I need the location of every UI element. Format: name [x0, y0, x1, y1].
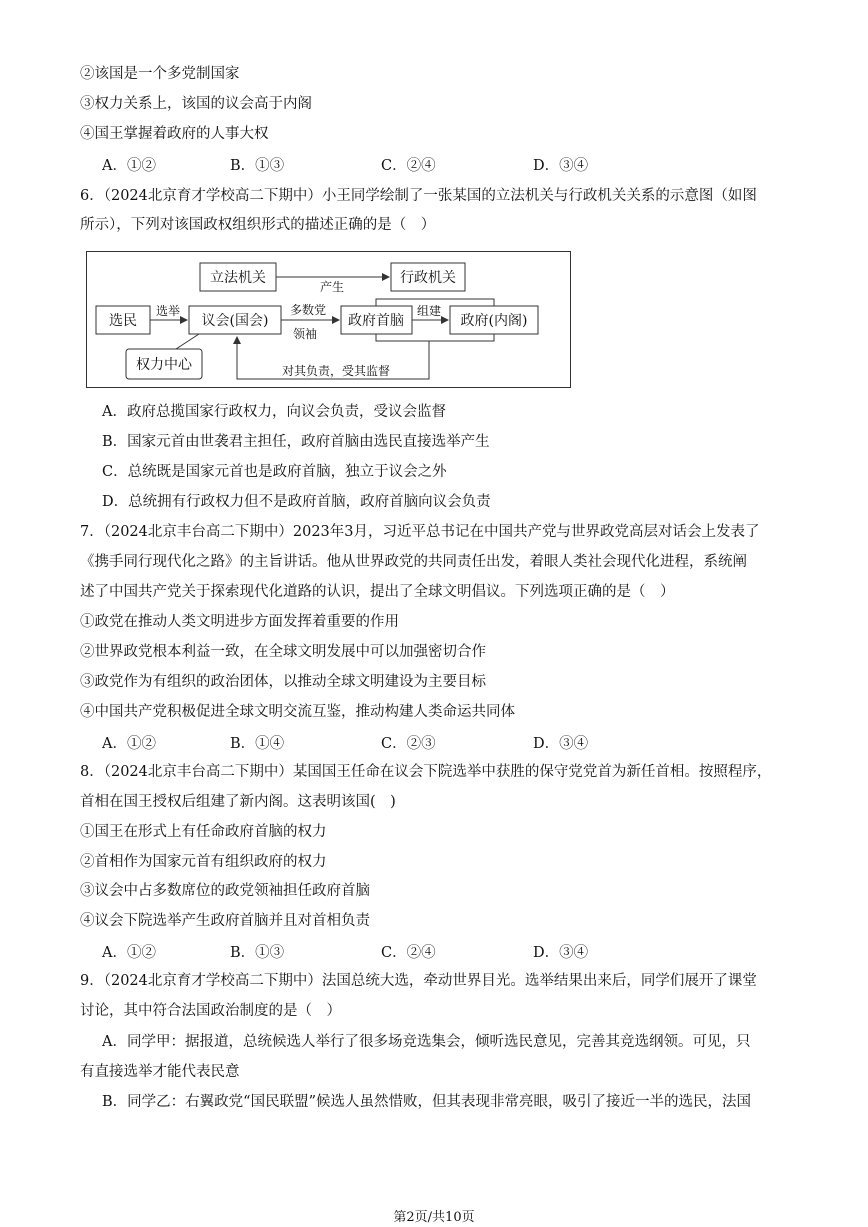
statement-7-4: ④中国共产党积极促进全球文明交流互鉴，推动构建人类命运共同体	[80, 704, 515, 720]
statement-8-4: ④议会下院选举产生政府首脑并且对首相负责	[80, 913, 370, 929]
question-7-stem-cont2: 述了中国共产党关于探索现代化道路的认识，提出了全球文明倡议。下列选项正确的是（ ）	[80, 584, 675, 600]
option-5-A: A．①②	[102, 158, 156, 174]
option-7-A: A．①②	[102, 736, 156, 752]
option-6-C: C．总统既是国家元首也是政府首脑，独立于议会之外	[102, 464, 447, 480]
question-8-stem-cont: 首相在国王授权后组建了新内阁。这表明该国( )	[80, 794, 396, 810]
question-6-stem-cont: 所示），下列对该国政权组织形式的描述正确的是（ ）	[80, 217, 436, 233]
option-6-D: D．总统拥有行政权力但不是政府首脑，政府首脑向议会负责	[102, 494, 491, 510]
voters-label: 选民	[109, 313, 137, 329]
statement-5-2: ②该国是一个多党制国家	[80, 66, 240, 82]
option-7-B: B．①④	[230, 736, 285, 752]
page-number: 第2页/共10页	[393, 1210, 475, 1225]
option-8-C: C．②④	[381, 945, 436, 961]
statement-7-2: ②世界政党根本利益一致，在全球文明发展中可以加强密切合作	[80, 644, 486, 660]
organize-label: 组建	[416, 304, 442, 318]
question-7-stem: 7．（2024北京丰台高二下期中）2023年3月，习近平总书记在中国共产党与世界政党高层对话会上发表了	[80, 524, 760, 540]
power-center-pointer	[176, 334, 199, 349]
leader-label: 领袖	[292, 327, 318, 341]
question-8-stem: 8．（2024北京丰台高二下期中）某国国王任命在议会下院选举中获胜的保守党党首为新任首相。按照程序，	[80, 764, 772, 780]
statement-8-2: ②首相作为国家元首有组织政府的权力	[80, 854, 327, 870]
option-9-B: B．同学乙：右翼政党“国民联盟”候选人虽然惜败，但其表现非常亮眼，吸引了接近一半的选民，法国	[102, 1094, 751, 1110]
option-7-D: D．③④	[533, 736, 589, 752]
government-head-label: 政府首脑	[348, 313, 404, 329]
executive-label: 行政机关	[400, 270, 456, 286]
option-9-A-cont: 有直接选举才能代表民意	[80, 1064, 240, 1080]
option-6-A: A．政府总揽国家行政权力，向议会负责，受议会监督	[102, 404, 446, 420]
statement-5-3: ③权力关系上，该国的议会高于内阁	[80, 96, 312, 112]
legislature-label: 立法机关	[210, 270, 266, 286]
produce-label: 产生	[319, 280, 345, 294]
option-8-B: B．①③	[230, 945, 285, 961]
majority-label: 多数党	[289, 303, 327, 317]
question-6-stem: 6．（2024北京育才学校高二下期中）小王同学绘制了一张某国的立法机关与行政机关关系的示意图（如图	[80, 188, 757, 204]
option-5-C: C．②④	[381, 158, 436, 174]
parliament-label: 议会(国会)	[201, 313, 269, 329]
legislature-executive-diagram	[86, 251, 572, 389]
option-5-D: D．③④	[533, 158, 589, 174]
statement-8-3: ③议会中占多数席位的政党领袖担任政府首脑	[80, 883, 370, 899]
statement-7-1: ①政党在推动人类文明进步方面发挥着重要的作用	[80, 614, 399, 630]
option-7-C: C．②③	[381, 736, 436, 752]
government-label: 政府(内阁)	[460, 313, 528, 329]
statement-8-1: ①国王在形式上有任命政府首脑的权力	[80, 824, 327, 840]
elect-label: 选举	[155, 304, 181, 318]
power-center-label: 权力中心	[136, 357, 192, 373]
organize-bracket-bottom	[376, 334, 494, 341]
responsible-label: 对其负责，受其监督	[281, 364, 391, 378]
question-7-stem-cont: 《携手同行现代化之路》的主旨讲话。他从世界政党的共同责任出发，着眼人类社会现代化进程，系统阐	[80, 554, 747, 570]
option-8-A: A．①②	[102, 945, 156, 961]
option-6-B: B．国家元首由世袭君主担任，政府首脑由选民直接选举产生	[102, 434, 490, 450]
question-9-stem-cont: 讨论，其中符合法国政治制度的是（ ）	[80, 1003, 341, 1019]
statement-7-3: ③政党作为有组织的政治团体，以推动全球文明建设为主要目标	[80, 674, 486, 690]
statement-5-4: ④国王掌握着政府的人事大权	[80, 126, 269, 142]
question-9-stem: 9．（2024北京育才学校高二下期中）法国总统大选，牵动世界目光。选举结果出来后，同学们展开了课堂	[80, 973, 757, 989]
option-9-A: A．同学甲：据报道，总统候选人举行了很多场竞选集会，倾听选民意见，完善其竞选纲领。可见，只	[102, 1034, 751, 1050]
option-8-D: D．③④	[533, 945, 589, 961]
option-5-B: B．①③	[230, 158, 285, 174]
